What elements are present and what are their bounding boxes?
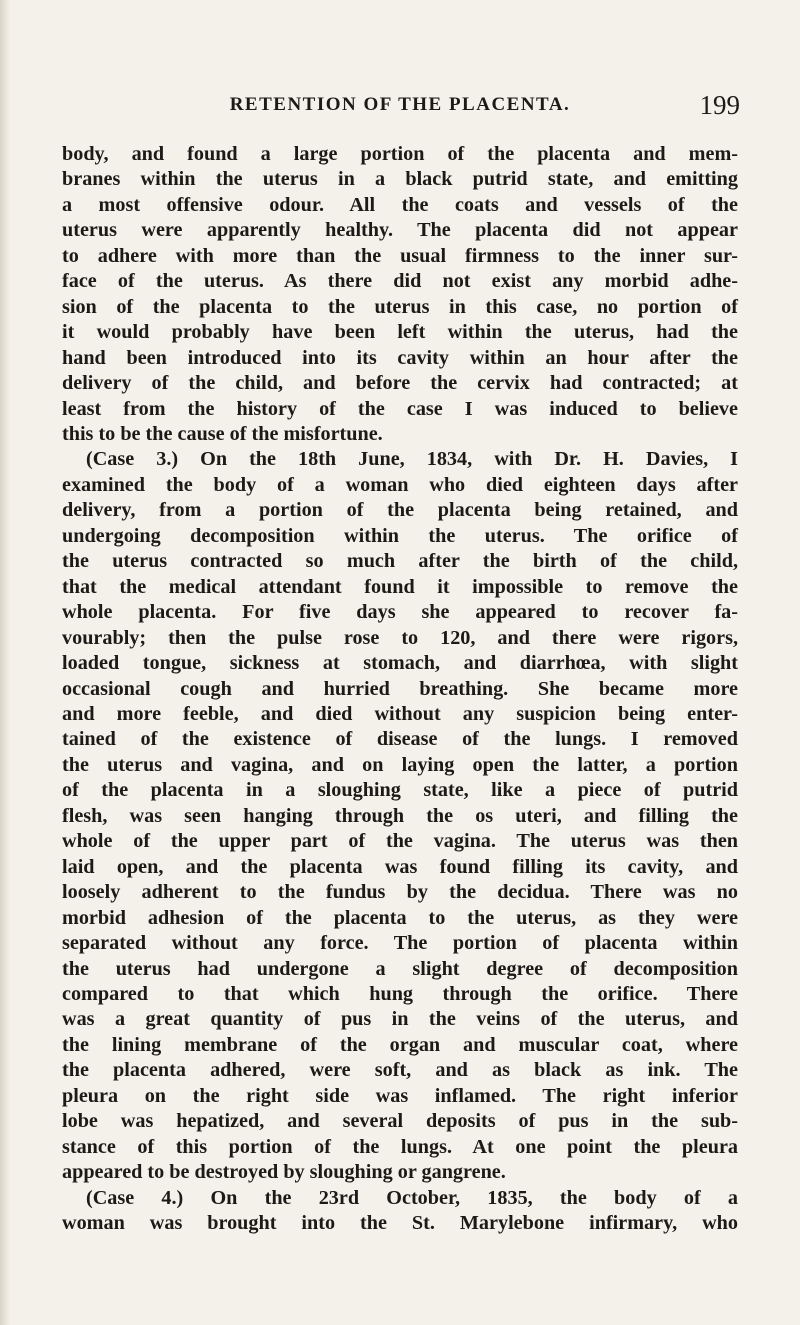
text-line: the placenta adhered, were soft, and as black as ink. The — [62, 1059, 738, 1082]
text-line: that the medical attendant found it impossible to remove the — [62, 575, 738, 598]
text-line: of the placenta in a sloughing state, like a piece of putrid — [62, 779, 738, 802]
text-line: was a great quantity of pus in the veins of the uterus, and — [62, 1008, 738, 1031]
text-line: a most offensive odour. All the coats and vessels of the — [62, 193, 738, 216]
text-line: flesh, was seen hanging through the os uteri, and filling the — [62, 804, 738, 827]
text-line: tained of the existence of disease of the lungs. I removed — [62, 728, 738, 751]
text-line: occasional cough and hurried breathing. She became more — [62, 677, 738, 700]
text-line: to adhere with more than the usual firmness to the inner sur- — [62, 244, 738, 267]
text-line: loaded tongue, sickness at stomach, and diarrhœa, with slight — [62, 652, 738, 675]
text-line: whole placenta. For five days she appeared to recover fa- — [62, 601, 738, 624]
text-line: and more feeble, and died without any suspicion being enter- — [62, 702, 738, 725]
text-line: least from the history of the case I was induced to believe — [62, 397, 738, 420]
text-line: this to be the cause of the misfortune. — [62, 422, 383, 445]
text-line: examined the body of a woman who died eighteen days after — [62, 473, 738, 496]
text-line: it would probably have been left within the uterus, had the — [62, 321, 738, 344]
text-line: lobe was hepatized, and several deposits of pus in the sub- — [62, 1110, 738, 1133]
text-line: sion of the placenta to the uterus in this case, no portion of — [62, 295, 738, 318]
text-line: laid open, and the placenta was found filling its cavity, and — [62, 855, 738, 878]
text-line: uterus were apparently healthy. The placenta did not appear — [62, 219, 738, 242]
page-number: 199 — [699, 90, 740, 120]
case-heading-line: (Case 3.) On the 18th June, 1834, with Dr. H. Davies, I — [86, 448, 738, 471]
text-line: body, and found a large portion of the placenta and mem- — [62, 143, 738, 165]
text-line: the lining membrane of the organ and muscular coat, where — [62, 1033, 738, 1056]
text-line: separated without any force. The portion of placenta within — [62, 932, 738, 955]
page-header — [60, 90, 740, 124]
page-edge — [0, 0, 10, 1325]
text-line: loosely adherent to the fundus by the decidua. There was no — [62, 881, 738, 904]
text-line: woman was brought into the St. Marylebone infirmary, who — [62, 1212, 738, 1235]
text-line: appeared to be destroyed by sloughing or gangrene. — [62, 1161, 506, 1184]
text-line: stance of this portion of the lungs. At one point the pleura — [62, 1135, 738, 1158]
text-line: branes within the uterus in a black putrid state, and emitting — [62, 168, 738, 191]
case-heading-line: (Case 4.) On the 23rd October, 1835, the body of a — [86, 1186, 738, 1209]
text-line: whole of the upper part of the vagina. The uterus was then — [62, 830, 738, 853]
text-line: delivery, from a portion of the placenta being retained, and — [62, 499, 738, 522]
running-title: RETENTION OF THE PLACENTA. — [229, 94, 571, 115]
text-line: the uterus had undergone a slight degree of decomposition — [62, 957, 738, 980]
text-line: delivery of the child, and before the cervix had contracted; at — [62, 372, 738, 395]
text-line: compared to that which hung through the orifice. There — [62, 982, 738, 1005]
text-line: the uterus and vagina, and on laying open the latter, a portion — [62, 753, 738, 776]
text-line: pleura on the right side was inflamed. The right inferior — [62, 1084, 738, 1107]
text-line: face of the uterus. As there did not exist any morbid adhe- — [62, 270, 738, 293]
text-line: hand been introduced into its cavity within an hour after the — [62, 346, 738, 369]
body-text — [62, 142, 738, 1236]
text-line: undergoing decomposition within the uterus. The orifice of — [62, 524, 738, 547]
text-line: vourably; then the pulse rose to 120, and there were rigors, — [62, 626, 738, 649]
text-line: morbid adhesion of the placenta to the uterus, as they were — [62, 906, 738, 929]
text-line: the uterus contracted so much after the birth of the child, — [62, 550, 738, 573]
